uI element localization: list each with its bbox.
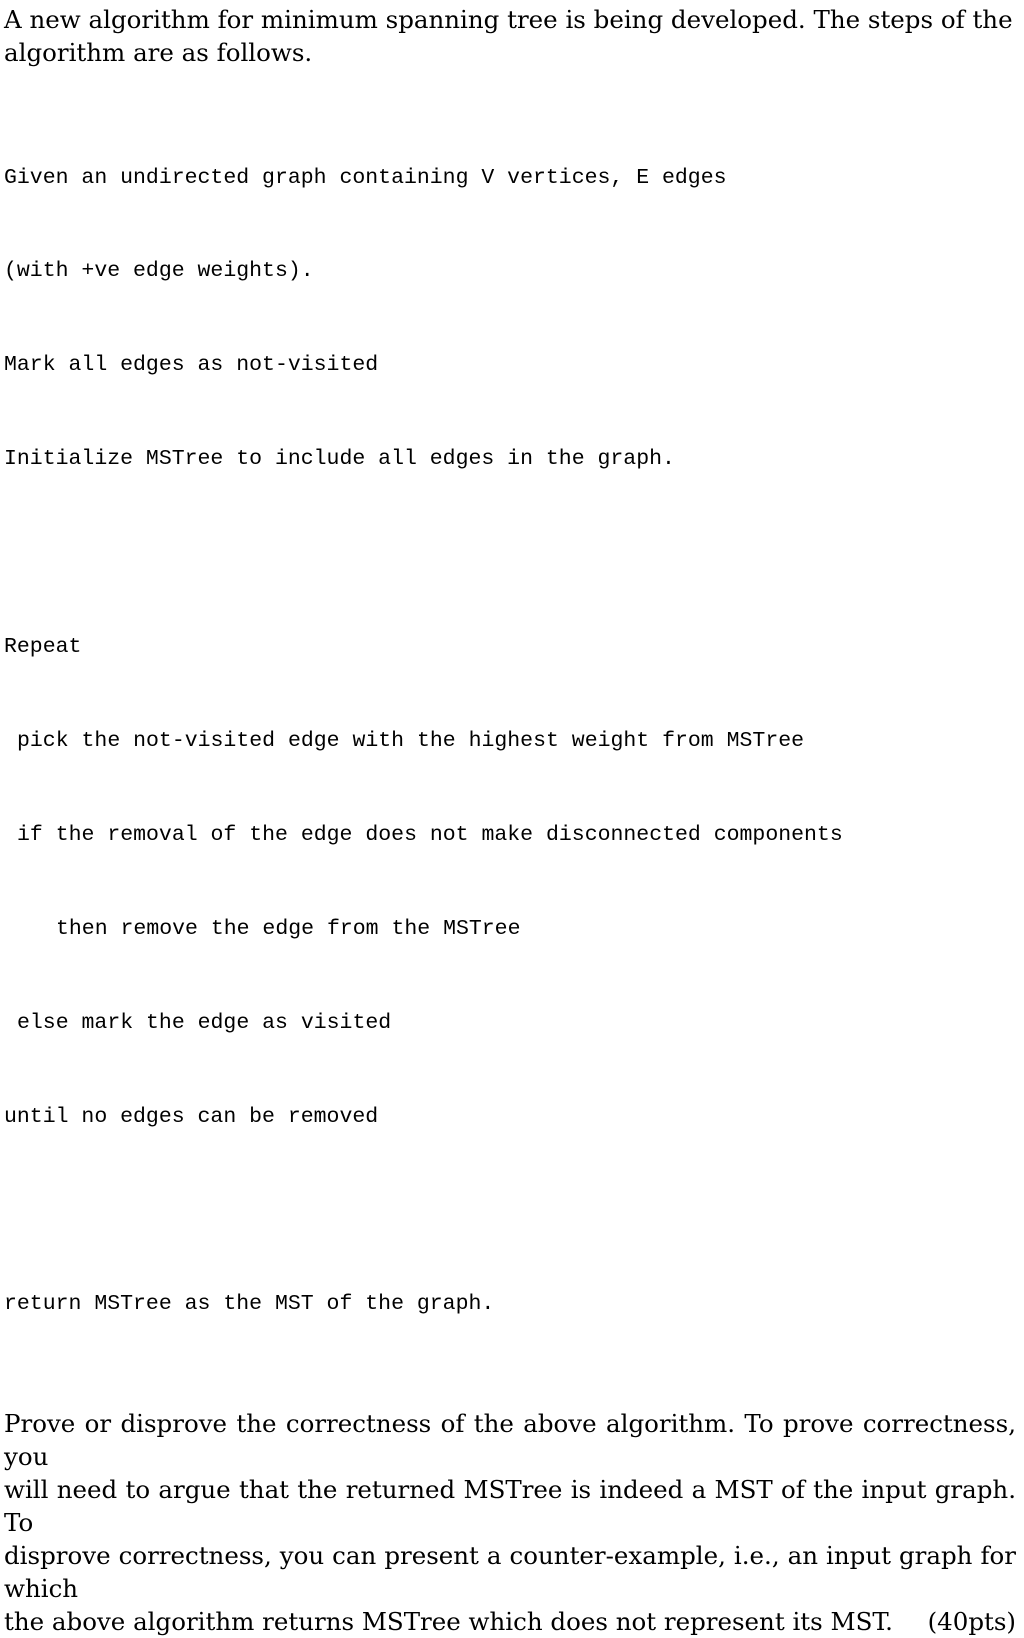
question-paragraph [4, 1407, 1016, 1638]
code-pick-line: pick the not-visited edge with the highest weight from MSTree [17, 728, 805, 753]
intro-line-2: algorithm are as follows. [4, 38, 313, 67]
code-mark-line: Mark all edges as not-visited [4, 353, 379, 378]
intro-paragraph [4, 0, 1016, 69]
question-line-3: disprove correctness, you can present a counter-example, i.e., an input graph for which [4, 1541, 1016, 1604]
question-line-2: will need to argue that the returned MSTree is indeed a MST of the input graph. To [4, 1475, 1016, 1538]
intro-line-1: A new algorithm for minimum spanning tree is being developed. The steps of the [4, 5, 1013, 34]
code-repeat-line: Repeat [4, 635, 82, 660]
pseudocode-block [4, 100, 1016, 1383]
code-else-line: else mark the edge as visited [17, 1010, 392, 1035]
question-line-4: the above algorithm returns MSTree which does not represent its MST. [4, 1607, 893, 1637]
question-line-1: Prove or disprove the correctness of the above algorithm. To prove correctness, you [4, 1409, 1016, 1472]
question-last-line [4, 1605, 1016, 1638]
code-if-line: if the removal of the edge does not make disconnected components [17, 822, 843, 847]
code-init-line: Initialize MSTree to include all edges in the graph. [4, 447, 675, 472]
code-given-line-2: (with +ve edge weights). [4, 259, 314, 284]
code-given-line-1: Given an undirected graph containing V vertices, E edges [4, 165, 727, 190]
code-until-line: until no edges can be removed [4, 1104, 379, 1129]
code-then-line: then remove the edge from the MSTree [56, 916, 521, 941]
points-label: (40pts) [927, 1607, 1016, 1637]
code-return-line: return MSTree as the MST of the graph. [4, 1292, 495, 1317]
problem-document [4, 0, 1016, 1638]
